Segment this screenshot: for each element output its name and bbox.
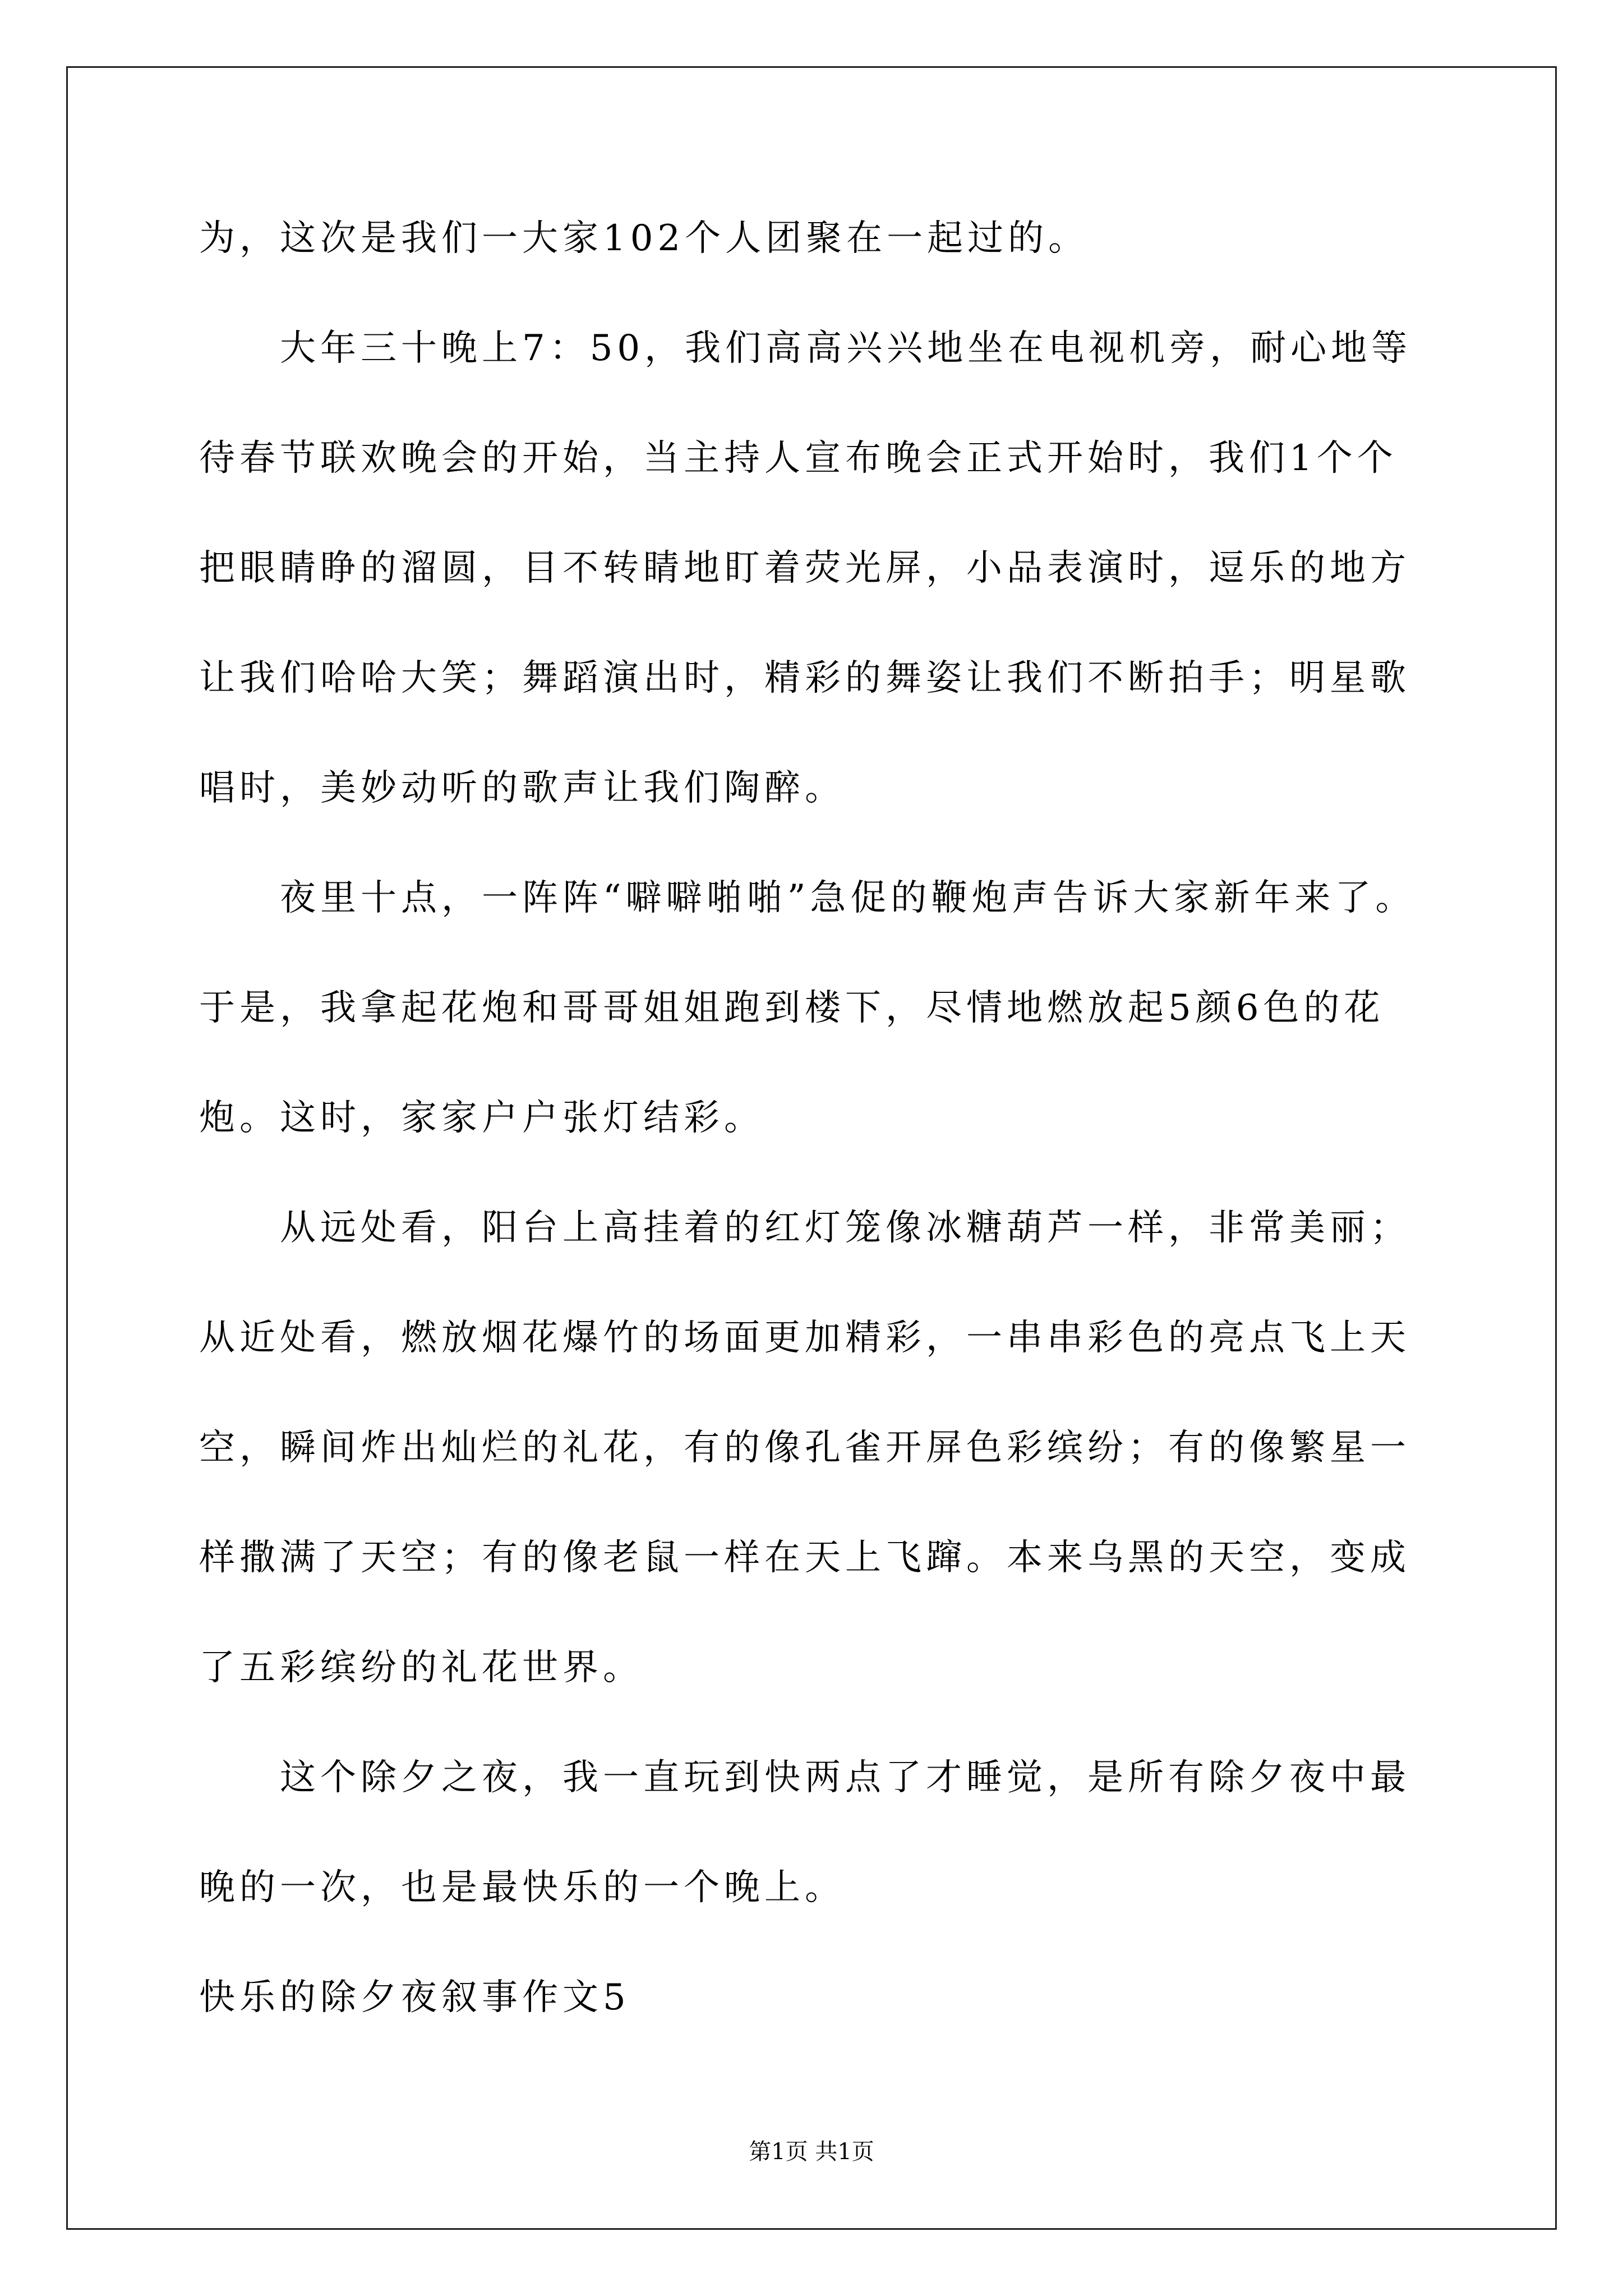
text-line: 从近处看，燃放烟花爆竹的场面更加精彩，一串串彩色的亮点飞上天 <box>199 1317 1410 1359</box>
text-line: 了五彩缤纷的礼花世界。 <box>199 1647 643 1688</box>
text-line: 为，这次是我们一大家102个人团聚在一起过的。 <box>199 218 1089 259</box>
section-heading: 快乐的除夕夜叙事作文5 <box>199 1977 630 2018</box>
text-line: 让我们哈哈大笑；舞蹈演出时，精彩的舞姿让我们不断拍手；明星歌 <box>199 657 1410 699</box>
paragraph-start-line: 夜里十点，一阵阵“噼噼啪啪”急促的鞭炮声告诉大家新年来了。 <box>280 877 1416 919</box>
text-line: 待春节联欢晚会的开始，当主持人宣布晚会正式开始时，我们1个个 <box>199 438 1398 479</box>
text-line: 把眼睛睁的溜圆，目不转睛地盯着荧光屏，小品表演时，逗乐的地方 <box>199 547 1410 589</box>
page-number: 第1页 共1页 <box>749 2139 874 2165</box>
paragraph-start-line: 大年三十晚上7：50，我们高高兴兴地坐在电视机旁，耐心地等 <box>280 328 1412 369</box>
paragraph-start-line: 这个除夕之夜，我一直玩到快两点了才睡觉，是所有除夕夜中最 <box>280 1757 1410 1798</box>
text-line: 空，瞬间炸出灿烂的礼花，有的像孔雀开屏色彩缤纷；有的像繁星一 <box>199 1427 1410 1469</box>
text-line: 唱时，美妙动听的歌声让我们陶醉。 <box>199 767 845 809</box>
paragraph-start-line: 从远处看，阳台上高挂着的红灯笼像冰糖葫芦一样，非常美丽； <box>280 1207 1410 1249</box>
text-line: 晚的一次，也是最快乐的一个晚上。 <box>199 1867 845 1908</box>
text-line: 炮。这时，家家户户张灯结彩。 <box>199 1097 764 1139</box>
text-line: 样撒满了天空；有的像老鼠一样在天上飞蹿。本来乌黑的天空，变成 <box>199 1537 1410 1579</box>
text-line: 于是，我拿起花炮和哥哥姐姐跑到楼下，尽情地燃放起5颜6色的花 <box>199 987 1385 1029</box>
